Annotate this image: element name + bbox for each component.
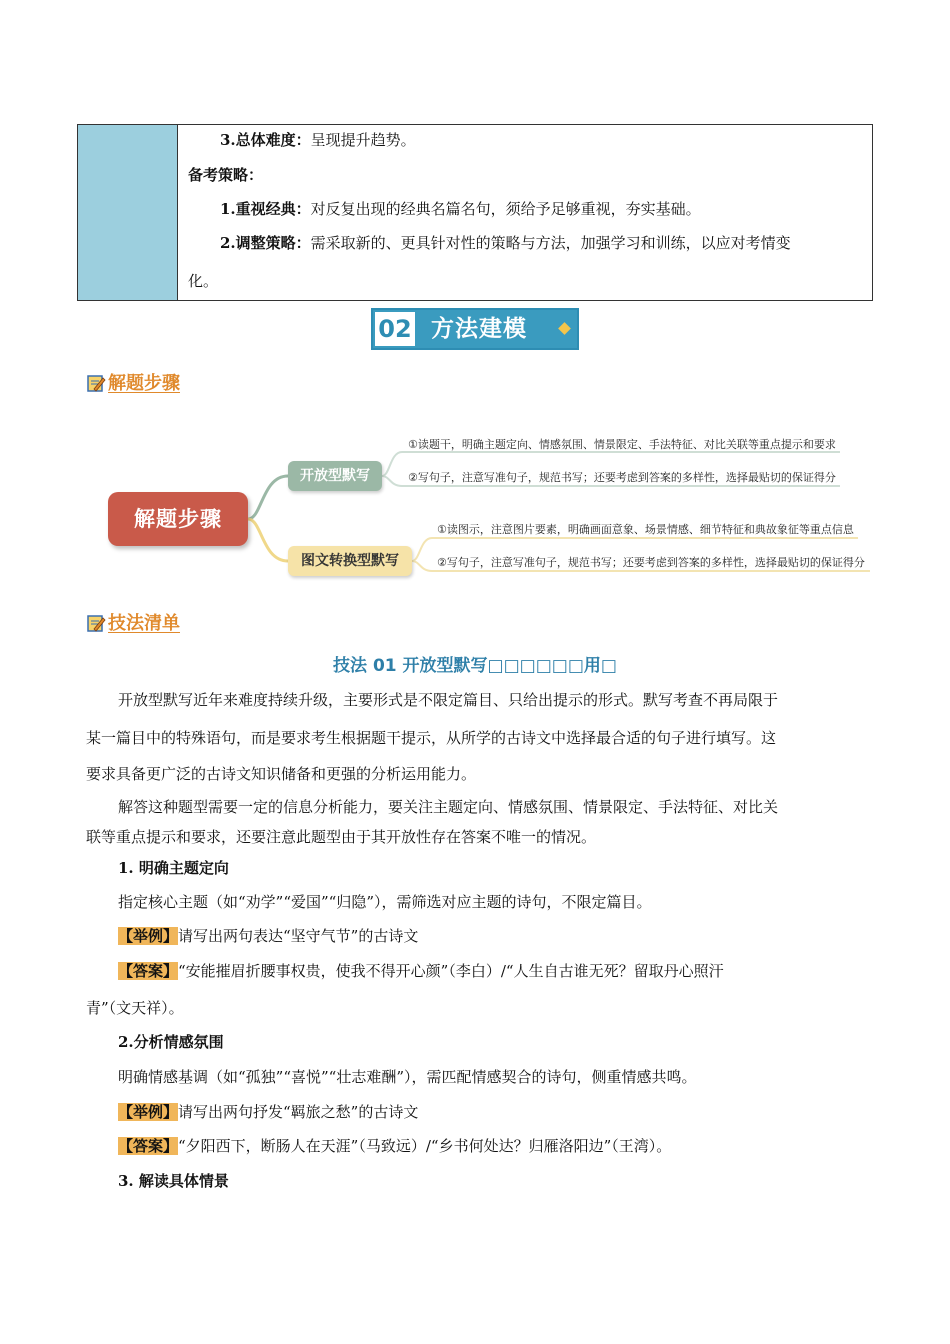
example-text: 请写出两句表达“坚守气节”的古诗文 [178,927,419,945]
paragraph-line: 解答这种题型需要一定的信息分析能力，要关注主题定向、情感氛围、情景限定、手法特征、对比关 [118,798,779,816]
example-tag: 【举例】 [118,1103,179,1121]
example-line [118,1102,418,1122]
subsection-description: 明确情感基调（如“孤独”“喜悦”“壮志难酬”），需匹配情感契合的诗句，侧重情感共鸣。 [118,1068,697,1086]
banner-number: 02 [375,312,415,346]
mindmap-leaf: ②写句子，注意写准句子，规范书写；还要考虑到答案的多样性，选择最贴切的保证得分 [437,556,865,569]
mindmap-leaf: ①读图示，注意图片要素，明确画面意象、场景情感、细节特征和典故象征等重点信息 [437,523,854,536]
mindmap-branch-open: 开放型默写 [288,461,382,491]
section-title: 解题步骤 [108,373,180,394]
subsection-description: 指定核心主题（如“劝学”“爱国”“归隐”），需筛选对应主题的诗句，不限定篇目。 [118,893,652,911]
paragraph-line: 开放型默写近年来难度持续升级，主要形式是不限定篇目、只给出提示的形式。默写考查不再局限于 [118,691,779,709]
banner-title: 方法建模 [431,316,527,342]
item2-text: 需采取新的、更具针对性的策略与方法，加强学习和训练，以应对考情变 [310,234,791,252]
answer-line [118,1136,671,1156]
answer-line [118,961,724,981]
technique-title: 技法 01 开放型默写□□□□□□用□ [333,656,617,676]
item2-label: 2.调整策略： [220,234,311,252]
answer-tag: 【答案】 [118,962,179,980]
answer-continuation: 青”（文天祥）。 [86,999,184,1017]
mindmap-root: 解题步骤 [108,492,248,546]
mindmap-branch-image: 图文转换型默写 [288,546,412,576]
example-text: 请写出两句抒发“羁旅之愁”的古诗文 [178,1103,419,1121]
example-line [118,926,418,946]
subsection-title: 1. 明确主题定向 [118,859,229,877]
strategy-title: 备考策略： [188,166,264,184]
item1-text: 对反复出现的经典名篇名句，须给予足够重视，夯实基础。 [310,200,701,218]
difficulty-label: 3.总体难度： [220,131,311,149]
item2-continuation: 化。 [188,272,219,290]
difficulty-text: 呈现提升趋势。 [310,131,416,149]
mindmap-leaf: ①读题干，明确主题定向、情感氛围、情景限定、手法特征、对比关联等重点提示和要求 [408,438,836,451]
paragraph-line: 要求具备更广泛的古诗文知识储备和更强的分析运用能力。 [86,765,477,783]
answer-text: “安能摧眉折腰事权贵，使我不得开心颜”（李白）/“人生自古谁无死？留取丹心照汗 [178,962,724,980]
subsection-title: 2.分析情感氛围 [118,1033,224,1051]
mindmap-leaf: ②写句子，注意写准句子，规范书写；还要考虑到答案的多样性，选择最贴切的保证得分 [408,471,836,484]
notepad-pencil-icon [86,613,106,633]
item1-label: 1.重视经典： [220,200,311,218]
paragraph-line: 某一篇目中的特殊语句，而是要求考生根据题干提示，从所学的古诗文中选择最合适的句子进行填写。这 [86,729,777,747]
subsection-title: 3. 解读具体情景 [118,1172,229,1190]
paragraph-line: 联等重点提示和要求，还要注意此题型由于其开放性存在答案不唯一的情况。 [86,828,597,846]
answer-text: “夕阳西下，断肠人在天涯”（马致远）/“乡书何处达？归雁洛阳边”（王湾）。 [178,1137,672,1155]
section-title: 技法清单 [108,613,180,634]
example-tag: 【举例】 [118,927,179,945]
answer-tag: 【答案】 [118,1137,179,1155]
